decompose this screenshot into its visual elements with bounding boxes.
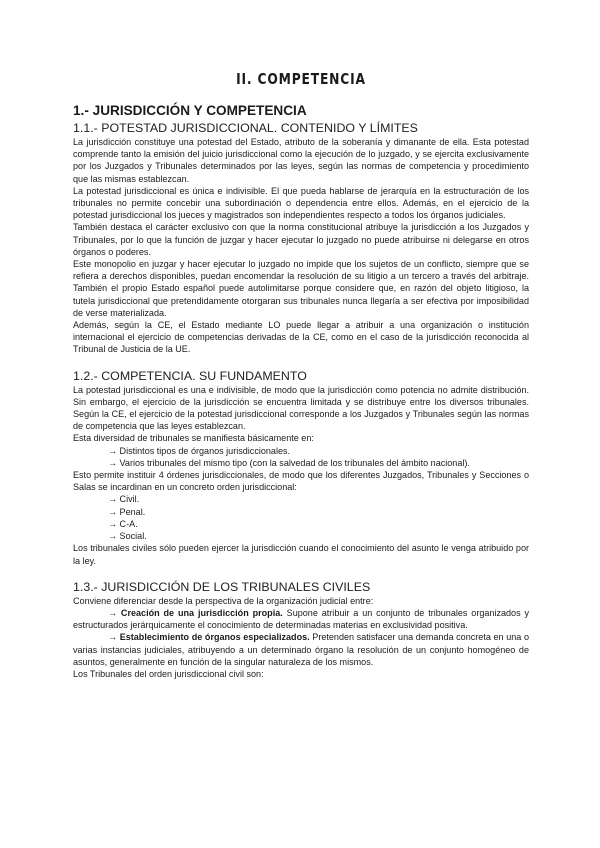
list-item: → Varios tribunales del mismo tipo (con la salvedad de los tribunales del ámbito nacional). bbox=[108, 457, 470, 468]
list-item: → Penal. bbox=[108, 506, 146, 517]
paragraph: Este monopolio en juzgar y hacer ejecutar lo juzgado no impide que los sujetos de un conflicto, siempre que se refiera a derechos disponibles, puedan encomendar la resolución de su litigio a un tercero a través del arbitraje. También el propio Estado español puede autolimitarse porque considere que, en razón del objeto litigioso, la tutela jurisdiccional que pretendidamente otorgaran sus tribunales nunca llegaría a ser efectiva por imposibilidad de verse materializada. bbox=[73, 259, 529, 318]
main-heading: 1.- JURISDICCIÓN Y COMPETENCIA bbox=[73, 103, 307, 118]
paragraph: La jurisdicción constituye una potestad del Estado, atributo de la soberanía y dimanante de ella. Esta potestad comprende tanto la emisión del juicio jurisdiccional como la ejecución de lo juzgado, y se ejercita exclusivamente por los Juzgados y Tribunales determinados por las leyes, según las normas de competencia y procedimiento que las mismas establezcan. bbox=[73, 137, 529, 184]
definition-term: → Establecimiento de órganos especializados. bbox=[108, 632, 310, 643]
section-heading-1-3: 1.3.- JURISDICCIÓN DE LOS TRIBUNALES CIVILES bbox=[73, 579, 371, 594]
paragraph: Conviene diferenciar desde la perspectiva de la organización judicial entre: bbox=[73, 595, 374, 606]
section-heading-1-1: 1.1.- POTESTAD JURISDICCIONAL. CONTENIDO Y LÍMITES bbox=[73, 121, 418, 135]
definition-text: Pretenden satisfacer una demanda concreta en una o varias instancias judiciales, atribuyendo a un determinado órgano la resolución de un conjunto homogéneo de asuntos, generalmente en función de la singular naturaleza de los mismos. bbox=[73, 632, 529, 667]
paragraph: También destaca el carácter exclusivo con que la norma constitucional atribuye la jurisdicción a los Juzgados y Tribunales, por lo que la función de juzgar y hacer ejecutar lo juzgado no puede atribuirse ni delegarse en otros órganos o poderes. bbox=[73, 222, 529, 257]
paragraph: La potestad jurisdiccional es una e indivisible, de modo que la jurisdicción como potencia no admite distribución. Sin embargo, el ejercicio de la jurisdicción se encuentra limitada y se distribuye entre los diversos tribunales. Según la CE, el ejercicio de la potestad jurisdiccional corresponde a los Juzgados y Tribunales según las normas de competencia que las leyes establezcan. bbox=[73, 384, 529, 432]
list-item: → Social. bbox=[108, 531, 147, 542]
paragraph: Esto permite instituir 4 órdenes jurisdiccionales, de modo que los diferentes Juzgados, Tribunales y Secciones o Salas se incardinan en un concreto orden jurisdiccional: bbox=[73, 470, 529, 493]
list-item: → Distintos tipos de órganos jurisdiccionales. bbox=[108, 445, 291, 456]
paragraph: Los Tribunales del orden jurisdiccional civil son: bbox=[73, 668, 264, 679]
document-title: II. COMPETENCIA bbox=[236, 70, 366, 88]
list-item: → C-A. bbox=[108, 518, 138, 529]
document-body bbox=[73, 102, 529, 680]
definition-item bbox=[73, 631, 529, 668]
paragraph: Los tribunales civiles sólo pueden ejercer la jurisdicción cuando el conocimiento del asunto le venga atribuido por la ley. bbox=[73, 543, 529, 566]
list-item: → Civil. bbox=[108, 494, 140, 505]
definition-term: → Creación de una jurisdicción propia. bbox=[108, 607, 283, 618]
paragraph: Esta diversidad de tribunales se manifiesta básicamente en: bbox=[73, 433, 314, 444]
section-heading-1-2: 1.2.- COMPETENCIA. SU FUNDAMENTO bbox=[73, 368, 307, 383]
paragraph: Además, según la CE, el Estado mediante LO puede llegar a atribuir a una organización o institución internacional el ejercicio de competencias derivadas de la CE, como en el caso de la jurisdicción reconocida al Tribunal de Justicia de la UE. bbox=[73, 320, 529, 355]
paragraph: La potestad jurisdiccional es única e indivisible. El que pueda hablarse de jerarquía en la estructuración de los tribunales no permite concebir una subordinación o dependencia entre ellos. Además, en el ejercicio de la potestad jurisdiccional los jueces y magistrados son independientes respecto a todos los órganos judiciales. bbox=[73, 185, 529, 221]
definition-item bbox=[73, 607, 529, 631]
definition-text: Supone atribuir a un conjunto de tribunales organizados y estructurados jerárquicamente el conocimiento de determinadas materias en exclusividad positiva. bbox=[73, 607, 530, 631]
